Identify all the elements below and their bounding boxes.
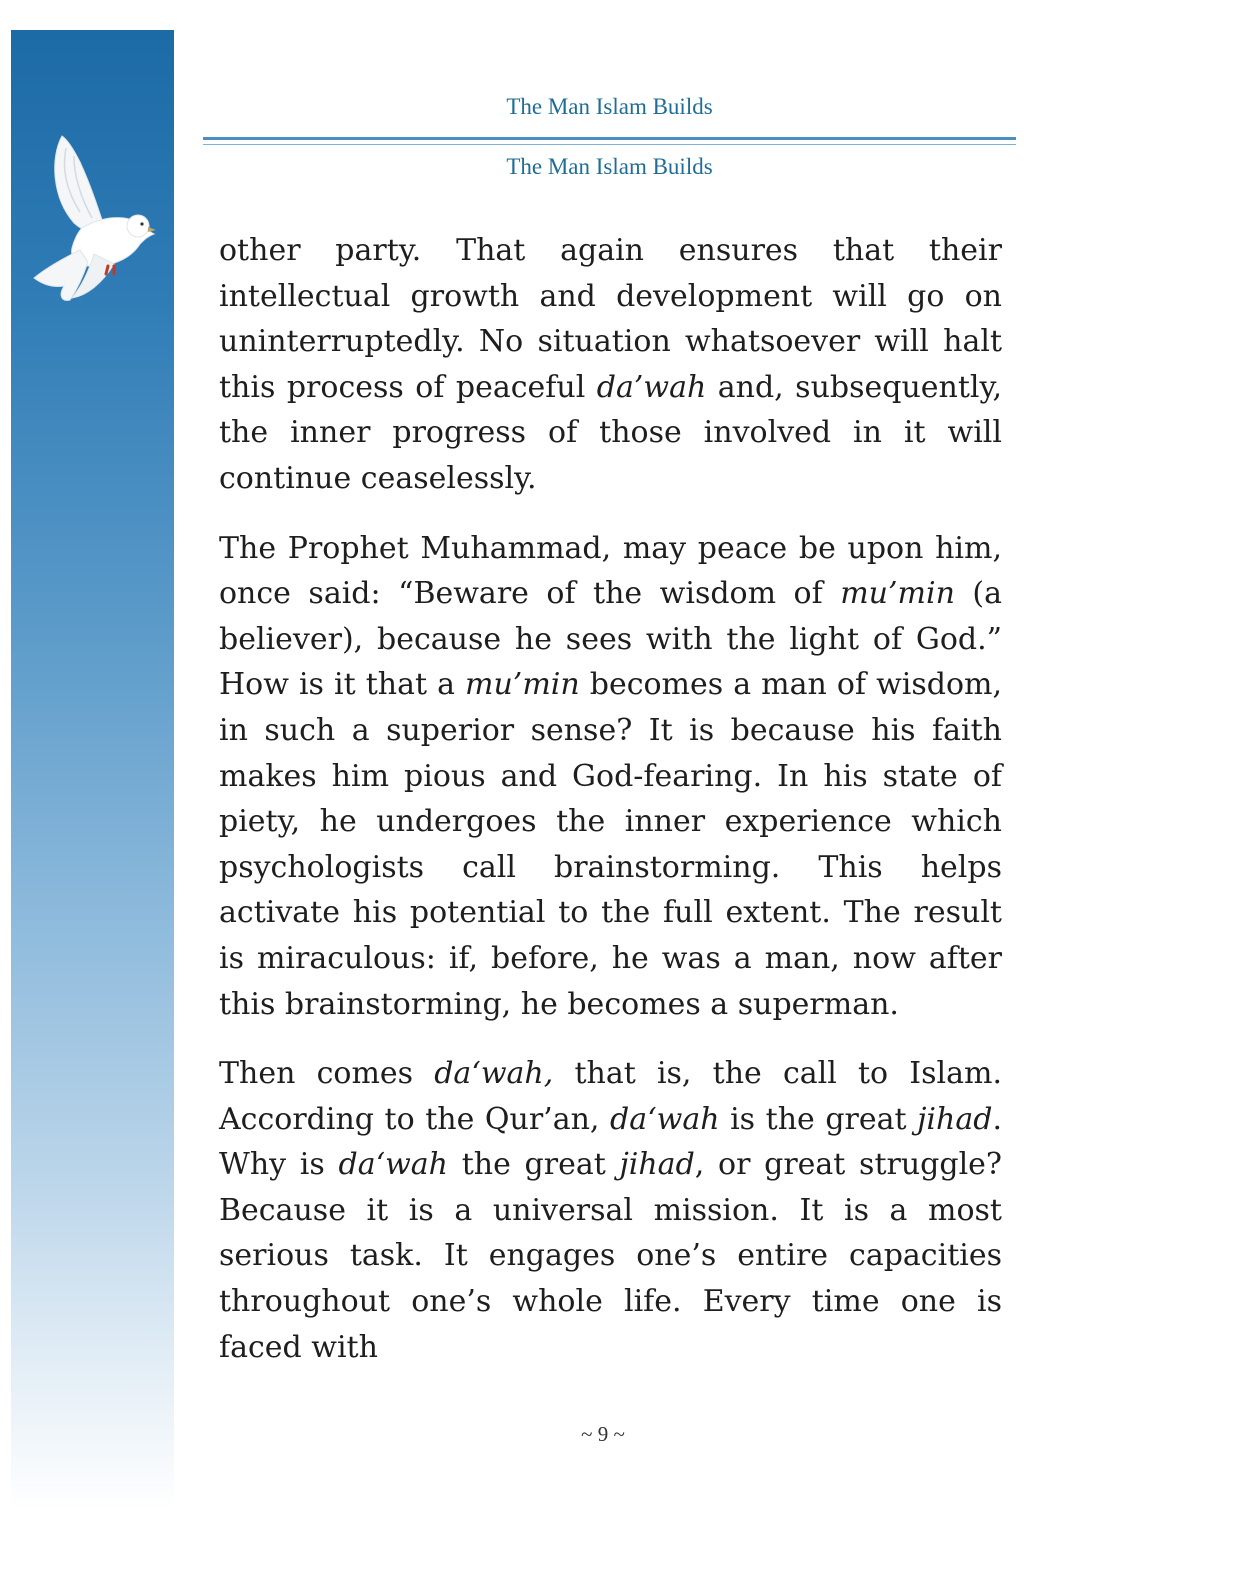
paragraph-text: (a believer), because he sees with the light of God.” How is it that a bbox=[219, 576, 1002, 703]
page-number: ~ 9 ~ bbox=[581, 1422, 625, 1446]
paragraph-2 bbox=[219, 526, 1002, 1028]
running-head-bottom: The Man Islam Builds bbox=[506, 154, 713, 179]
paragraph-text: becomes a man of wisdom, in such a superior sense? It is because his faith makes him pious and God-fearing. In his state of piety, he undergoes the inner experience which psychologists call brainstorming. This helps activate his potential to the full extent. The result is miraculous: if, before, he was a man, now after this brainstorming, he becomes a superman. bbox=[219, 667, 1002, 1022]
paragraph-text: Then comes bbox=[219, 1056, 435, 1092]
italic-term: da‘wah, bbox=[434, 1056, 554, 1092]
body-text bbox=[219, 228, 1002, 1394]
italic-term: mu’min bbox=[840, 576, 955, 612]
paragraph-text: , or great struggle? Because it is a universal mission. It is a most serious task. It engages one’s entire capacities throughout one’s whole life. Every time one is faced with bbox=[219, 1147, 1002, 1365]
italic-term: da‘wah bbox=[338, 1147, 448, 1183]
paragraph-text: is the great bbox=[719, 1101, 918, 1137]
dove-icon bbox=[22, 128, 162, 308]
running-head-top: The Man Islam Builds bbox=[506, 94, 713, 119]
paragraph-text: that is, the call to Islam. According to the Qur’an, bbox=[219, 1056, 1002, 1137]
paragraph-text: . Why is bbox=[219, 1101, 1002, 1183]
paragraph-1 bbox=[219, 228, 1002, 502]
header-rule-thin bbox=[203, 144, 1016, 145]
italic-term: da’wah bbox=[596, 369, 707, 405]
paragraph-text: other party. That again ensures that their intellectual growth and development will go on uninterruptedly. No situation whatsoever will halt this process of peaceful bbox=[219, 233, 1002, 405]
paragraph-text: the great bbox=[448, 1147, 620, 1183]
italic-term: da‘wah bbox=[610, 1101, 720, 1137]
italic-term: jihad bbox=[619, 1147, 695, 1183]
header-rule bbox=[203, 137, 1016, 140]
paragraph-3 bbox=[219, 1051, 1002, 1370]
paragraph-text: The Prophet Muhammad, may peace be upon him, once said: “Beware of the wisdom of bbox=[219, 530, 1002, 612]
italic-term: mu’min bbox=[465, 667, 580, 703]
italic-term: jihad bbox=[917, 1101, 993, 1137]
paragraph-text: and, subsequently, the inner progress of those involved in it will continue ceaselessly. bbox=[219, 369, 1002, 496]
